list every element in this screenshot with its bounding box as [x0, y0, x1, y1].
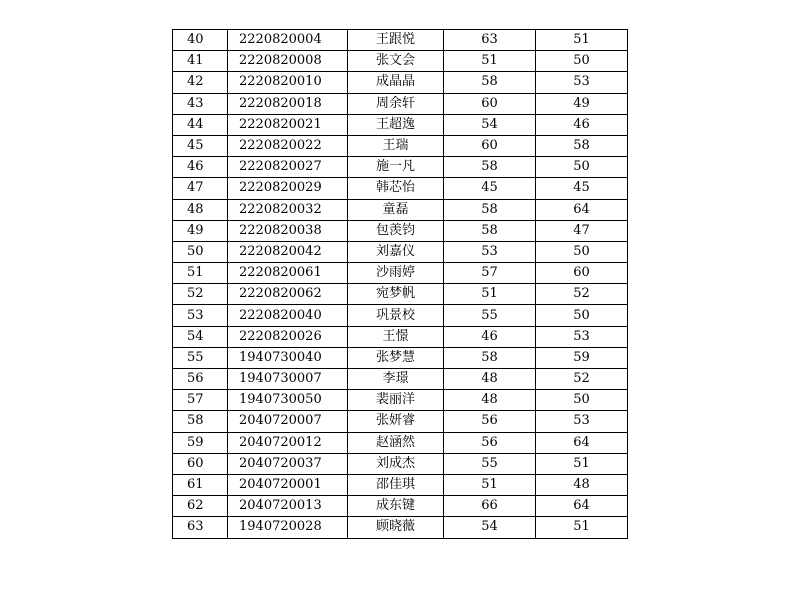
row-number-cell: 45	[173, 135, 228, 156]
row-number-cell: 50	[173, 241, 228, 262]
student-name-cell: 李璟	[348, 369, 444, 390]
student-name-cell: 周余轩	[348, 93, 444, 114]
row-number-cell: 54	[173, 326, 228, 347]
score-1-cell: 58	[444, 199, 536, 220]
row-number-cell: 60	[173, 453, 228, 474]
student-name-cell: 顾晓薇	[348, 517, 444, 538]
table-row	[173, 199, 628, 220]
table-row	[173, 284, 628, 305]
row-number-cell: 51	[173, 263, 228, 284]
student-id-cell: 2040720037	[228, 453, 348, 474]
row-number-cell: 46	[173, 157, 228, 178]
table-row	[173, 390, 628, 411]
score-2-cell: 64	[536, 199, 628, 220]
table-row	[173, 93, 628, 114]
score-2-cell: 50	[536, 241, 628, 262]
student-id-cell: 1940720028	[228, 517, 348, 538]
student-id-cell: 2220820008	[228, 51, 348, 72]
student-name-cell: 施一凡	[348, 157, 444, 178]
student-name-cell: 张妍睿	[348, 411, 444, 432]
score-1-cell: 66	[444, 496, 536, 517]
student-name-cell: 沙雨婷	[348, 263, 444, 284]
student-name-cell: 宛梦帆	[348, 284, 444, 305]
table-row	[173, 517, 628, 538]
row-number-cell: 40	[173, 30, 228, 51]
student-id-cell: 1940730050	[228, 390, 348, 411]
student-name-cell: 王瑞	[348, 135, 444, 156]
score-1-cell: 60	[444, 93, 536, 114]
table-row	[173, 432, 628, 453]
score-1-cell: 46	[444, 326, 536, 347]
score-1-cell: 56	[444, 411, 536, 432]
student-id-cell: 2220820038	[228, 220, 348, 241]
score-1-cell: 51	[444, 51, 536, 72]
score-1-cell: 48	[444, 369, 536, 390]
student-id-cell: 2220820022	[228, 135, 348, 156]
score-2-cell: 49	[536, 93, 628, 114]
row-number-cell: 58	[173, 411, 228, 432]
score-2-cell: 51	[536, 30, 628, 51]
student-id-cell: 1940730040	[228, 347, 348, 368]
score-2-cell: 50	[536, 157, 628, 178]
score-2-cell: 47	[536, 220, 628, 241]
row-number-cell: 63	[173, 517, 228, 538]
score-2-cell: 50	[536, 390, 628, 411]
student-name-cell: 张文会	[348, 51, 444, 72]
row-number-cell: 59	[173, 432, 228, 453]
score-2-cell: 64	[536, 432, 628, 453]
score-2-cell: 59	[536, 347, 628, 368]
row-number-cell: 56	[173, 369, 228, 390]
student-id-cell: 2220820042	[228, 241, 348, 262]
score-1-cell: 51	[444, 284, 536, 305]
student-name-cell: 童磊	[348, 199, 444, 220]
row-number-cell: 61	[173, 474, 228, 495]
score-2-cell: 50	[536, 305, 628, 326]
student-id-cell: 2220820040	[228, 305, 348, 326]
student-name-cell: 刘成杰	[348, 453, 444, 474]
student-name-cell: 赵涵然	[348, 432, 444, 453]
score-2-cell: 53	[536, 411, 628, 432]
student-name-cell: 成东键	[348, 496, 444, 517]
score-1-cell: 60	[444, 135, 536, 156]
score-2-cell: 45	[536, 178, 628, 199]
score-1-cell: 53	[444, 241, 536, 262]
score-2-cell: 50	[536, 51, 628, 72]
student-name-cell: 韩芯怡	[348, 178, 444, 199]
table-row	[173, 157, 628, 178]
student-id-cell: 2220820021	[228, 114, 348, 135]
student-name-cell: 包羡钧	[348, 220, 444, 241]
score-1-cell: 58	[444, 220, 536, 241]
score-1-cell: 45	[444, 178, 536, 199]
student-name-cell: 成晶晶	[348, 72, 444, 93]
score-2-cell: 64	[536, 496, 628, 517]
student-id-cell: 2040720001	[228, 474, 348, 495]
table-row	[173, 369, 628, 390]
student-name-cell: 张梦慧	[348, 347, 444, 368]
table-row	[173, 135, 628, 156]
score-1-cell: 63	[444, 30, 536, 51]
student-name-cell: 裴丽洋	[348, 390, 444, 411]
score-1-cell: 57	[444, 263, 536, 284]
table-row	[173, 72, 628, 93]
student-id-cell: 2220820004	[228, 30, 348, 51]
table-row	[173, 453, 628, 474]
score-2-cell: 46	[536, 114, 628, 135]
row-number-cell: 41	[173, 51, 228, 72]
row-number-cell: 57	[173, 390, 228, 411]
score-2-cell: 60	[536, 263, 628, 284]
table-row	[173, 474, 628, 495]
table-row	[173, 30, 628, 51]
score-1-cell: 58	[444, 72, 536, 93]
row-number-cell: 47	[173, 178, 228, 199]
score-1-cell: 56	[444, 432, 536, 453]
table-row	[173, 496, 628, 517]
score-2-cell: 58	[536, 135, 628, 156]
student-id-cell: 2220820018	[228, 93, 348, 114]
score-1-cell: 48	[444, 390, 536, 411]
student-name-cell: 王憬	[348, 326, 444, 347]
score-1-cell: 58	[444, 347, 536, 368]
score-2-cell: 51	[536, 453, 628, 474]
student-id-cell: 2220820027	[228, 157, 348, 178]
student-name-cell: 刘嘉仪	[348, 241, 444, 262]
score-1-cell: 51	[444, 474, 536, 495]
row-number-cell: 52	[173, 284, 228, 305]
score-1-cell: 58	[444, 157, 536, 178]
row-number-cell: 53	[173, 305, 228, 326]
score-2-cell: 53	[536, 326, 628, 347]
student-scores-table	[172, 29, 628, 539]
student-id-cell: 2040720012	[228, 432, 348, 453]
student-id-cell: 2220820032	[228, 199, 348, 220]
student-id-cell: 2220820026	[228, 326, 348, 347]
table-body	[173, 30, 628, 539]
score-1-cell: 55	[444, 453, 536, 474]
student-name-cell: 王跟悦	[348, 30, 444, 51]
table-row	[173, 51, 628, 72]
student-id-cell: 2220820029	[228, 178, 348, 199]
row-number-cell: 49	[173, 220, 228, 241]
student-id-cell: 2220820010	[228, 72, 348, 93]
row-number-cell: 62	[173, 496, 228, 517]
score-1-cell: 54	[444, 114, 536, 135]
score-2-cell: 52	[536, 369, 628, 390]
table-row	[173, 411, 628, 432]
table-row	[173, 263, 628, 284]
row-number-cell: 44	[173, 114, 228, 135]
student-name-cell: 邵佳琪	[348, 474, 444, 495]
student-id-cell: 2040720013	[228, 496, 348, 517]
row-number-cell: 42	[173, 72, 228, 93]
table-row	[173, 114, 628, 135]
student-id-cell: 1940730007	[228, 369, 348, 390]
table-row	[173, 305, 628, 326]
score-2-cell: 51	[536, 517, 628, 538]
student-name-cell: 巩景校	[348, 305, 444, 326]
student-id-cell: 2220820062	[228, 284, 348, 305]
student-id-cell: 2040720007	[228, 411, 348, 432]
table-row	[173, 241, 628, 262]
table-row	[173, 326, 628, 347]
table-row	[173, 220, 628, 241]
score-2-cell: 48	[536, 474, 628, 495]
row-number-cell: 48	[173, 199, 228, 220]
score-1-cell: 54	[444, 517, 536, 538]
score-1-cell: 55	[444, 305, 536, 326]
table-row	[173, 347, 628, 368]
student-id-cell: 2220820061	[228, 263, 348, 284]
score-2-cell: 52	[536, 284, 628, 305]
row-number-cell: 55	[173, 347, 228, 368]
table-row	[173, 178, 628, 199]
student-name-cell: 王超逸	[348, 114, 444, 135]
row-number-cell: 43	[173, 93, 228, 114]
score-2-cell: 53	[536, 72, 628, 93]
